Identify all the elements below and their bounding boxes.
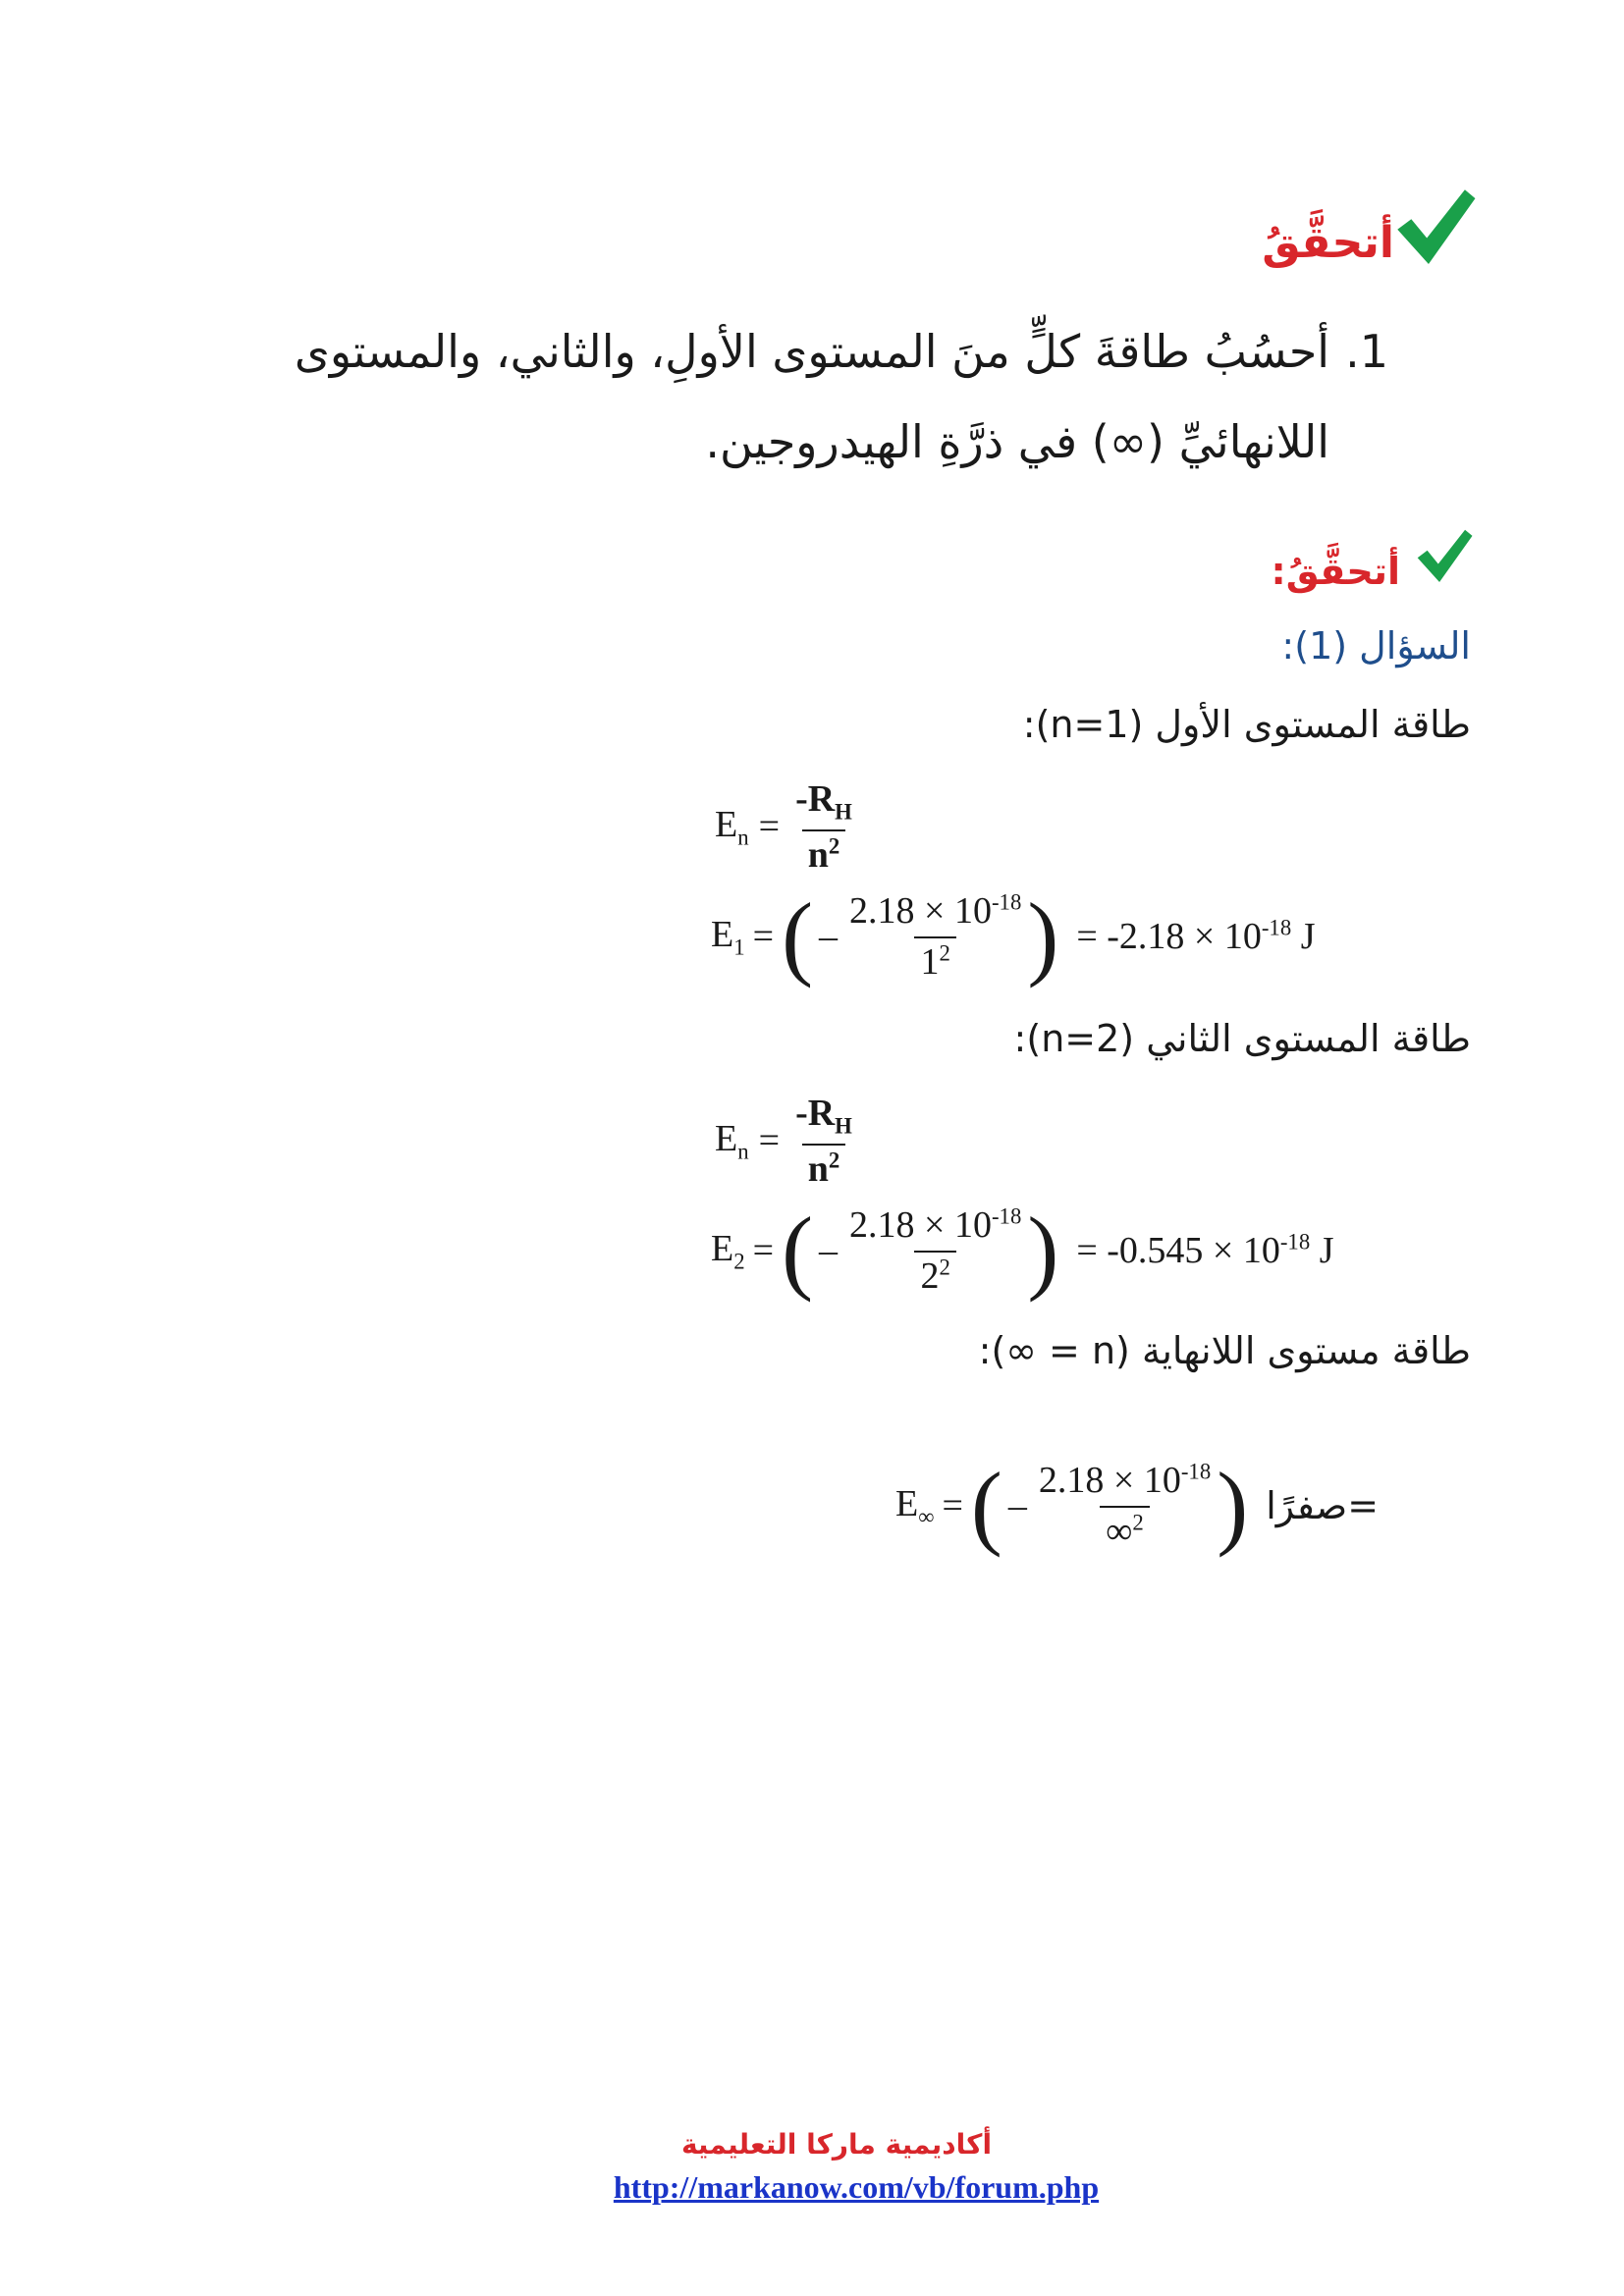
- level1-general-formula: $E_n$ = $\frac{-R_H}{n^2}$: [715, 778, 852, 876]
- level-inf-calculation: $E_\infty$ = ( – $\frac{2.18 \times 10^{-18}}{\infty^2}$ ) =صفرًا: [895, 1453, 1380, 1558]
- level2-label: طاقة المستوى الثاني (n=2):: [1013, 1017, 1471, 1060]
- question-label: السؤال (1):: [1281, 624, 1471, 667]
- footer-link[interactable]: http://markanow.com/vb/forum.php: [613, 2169, 1100, 2205]
- question-line-2: اللانهائيِّ (∞) في ذرَّةِ الهيدروجين.: [705, 415, 1329, 468]
- question-line-1: أحسُبُ طاقةَ كلٍّ منَ المستوى الأولِ، والثاني، والمستوى: [294, 325, 1330, 378]
- checkmark-icon: [1392, 185, 1479, 271]
- answer-heading: أتحقَّقُ:: [1271, 550, 1400, 593]
- level2-calculation: $E_2$ = ( – $\frac{2.18 \times 10^{-18}}{2^2}$ ) = $-0.545 \times 10^{-18}$ J: [711, 1198, 1334, 1303]
- checkmark-icon: [1414, 526, 1475, 587]
- level1-calculation: $E_1$ = ( – $\frac{2.18 \times 10^{-18}}{1^2}$ ) = $-2.18 \times 10^{-18}$ J: [711, 883, 1316, 988]
- level-inf-label: طاقة مستوى اللانهاية (n = ∞):: [978, 1329, 1471, 1372]
- question-number: 1.: [1345, 325, 1388, 378]
- question-text: [210, 306, 1388, 487]
- question-heading: أتحقَّقُ: [1262, 218, 1394, 268]
- level1-label: طاقة المستوى الأول (n=1):: [1022, 703, 1471, 746]
- level2-general-formula: $E_n$ = $\frac{-R_H}{n^2}$: [715, 1093, 852, 1190]
- footer-title: أكاديمية ماركا التعليمية: [680, 2128, 993, 2161]
